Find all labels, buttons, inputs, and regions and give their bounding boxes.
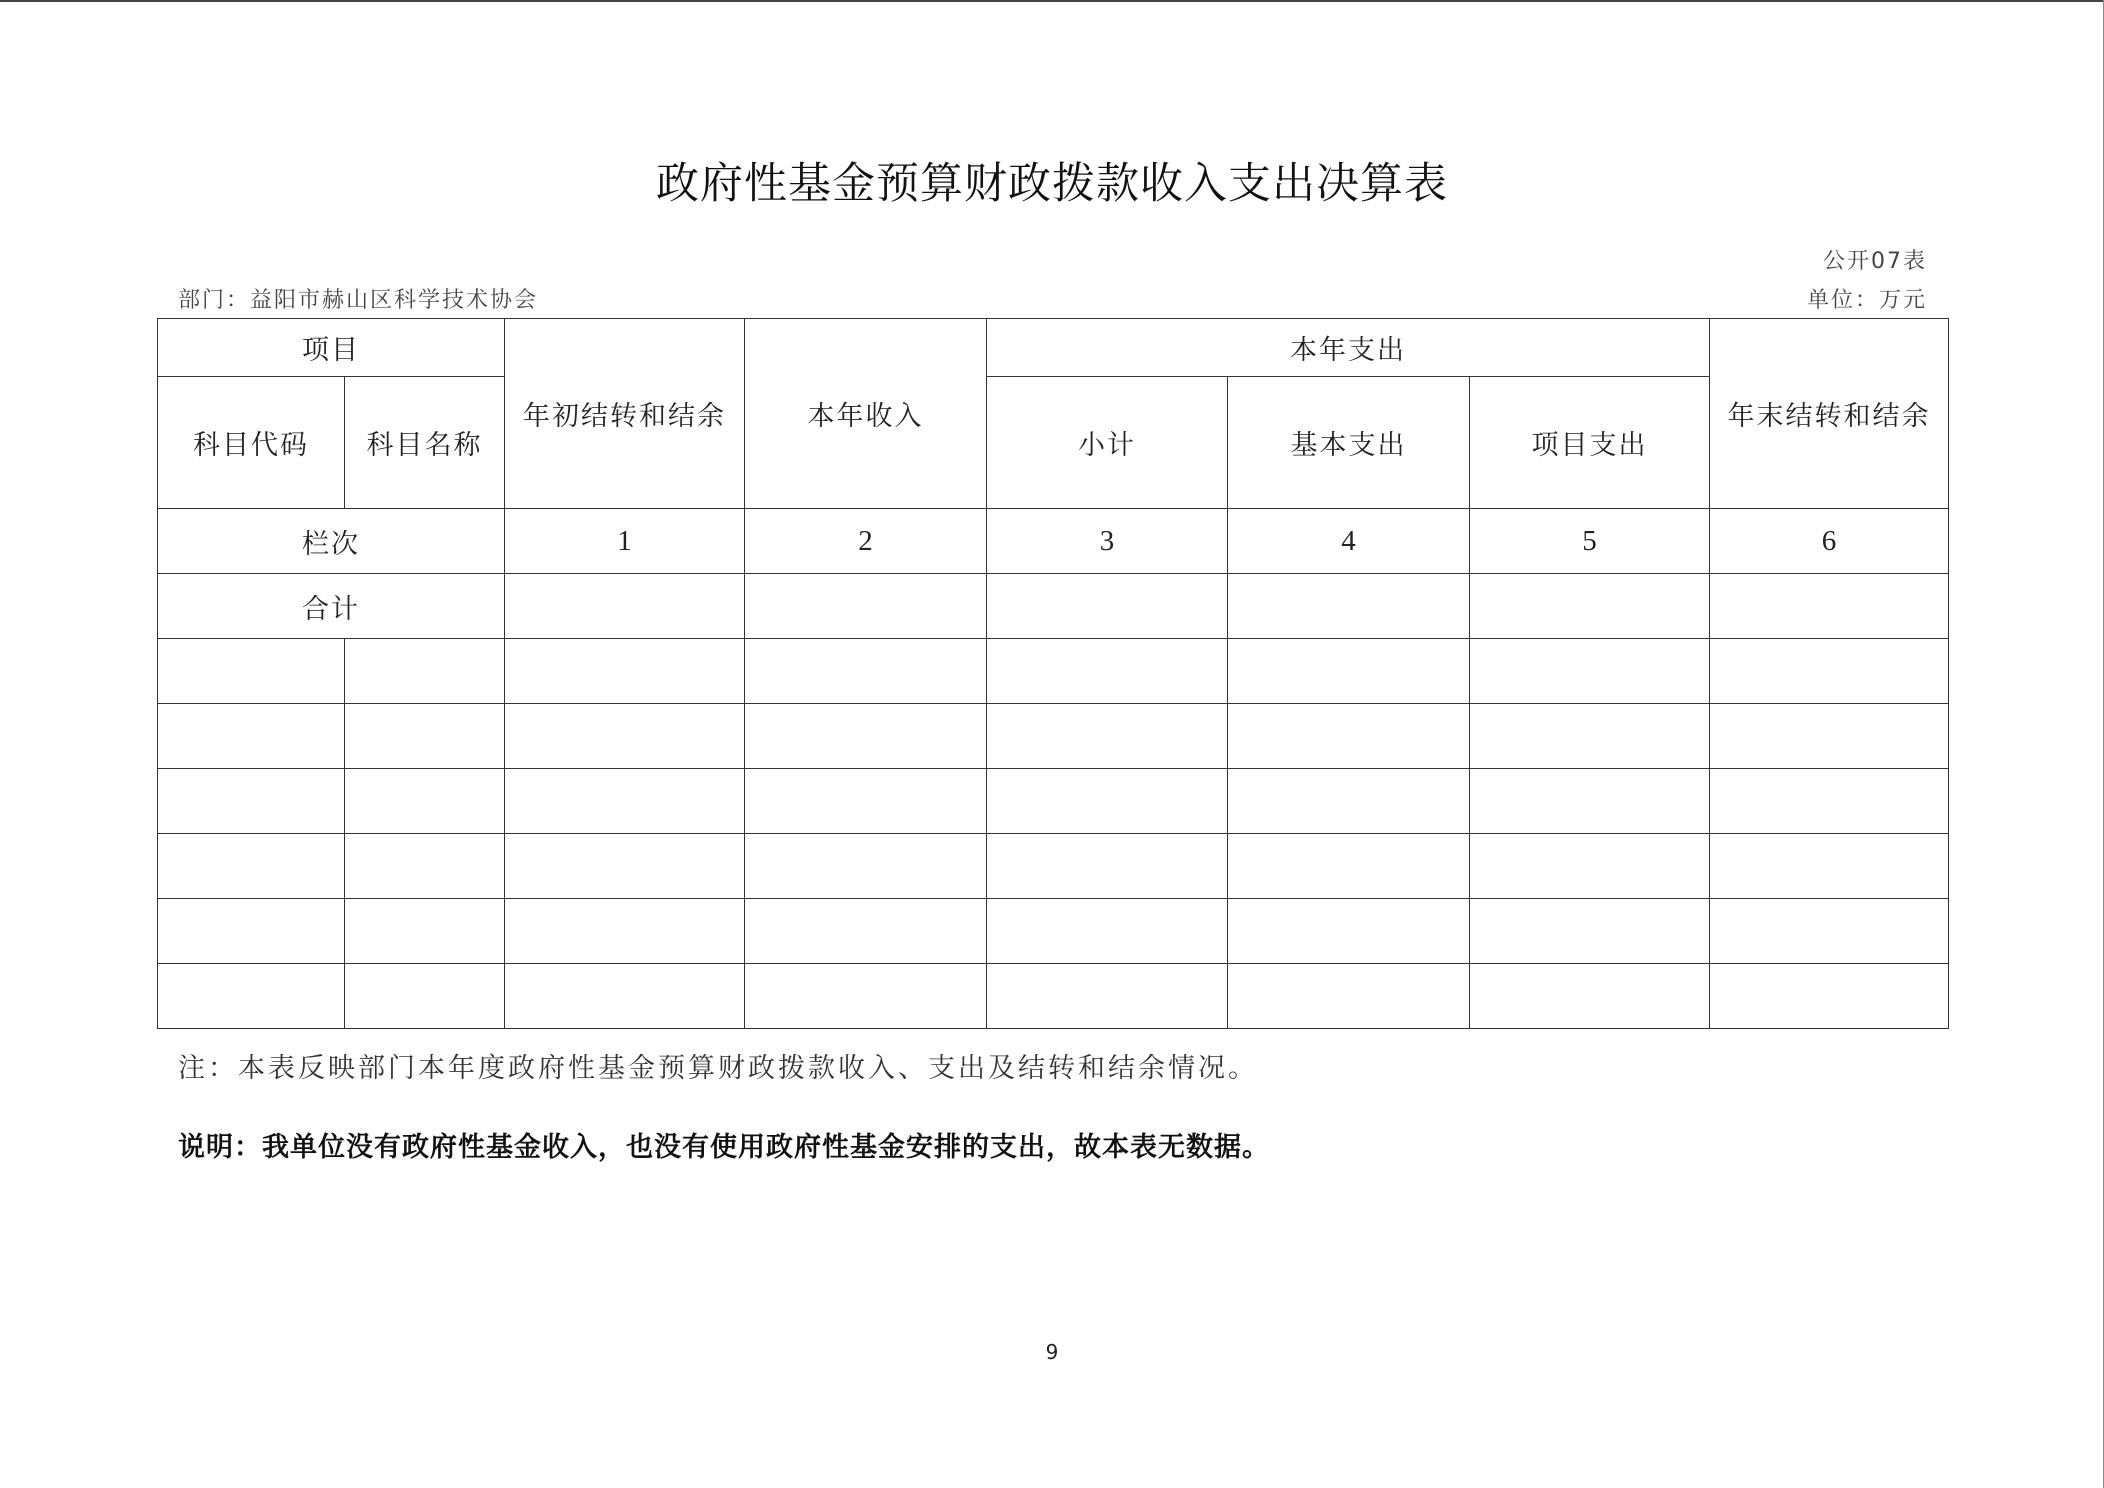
header-row-1 — [158, 319, 1949, 377]
table-cell — [1470, 574, 1710, 639]
table-cell — [158, 964, 345, 1029]
table-cell — [1228, 704, 1470, 769]
column-number-6: 6 — [1710, 509, 1949, 574]
table-cell — [1470, 899, 1710, 964]
department-label: 部门：益阳市赫山区科学技术协会 — [178, 288, 539, 313]
table-cell — [987, 704, 1228, 769]
table-cell — [1470, 769, 1710, 834]
table-row — [158, 639, 1949, 704]
table-note: 注：本表反映部门本年度政府性基金预算财政拨款收入、支出及结转和结余情况。 — [178, 1053, 1258, 1084]
table-cell — [987, 964, 1228, 1029]
table-cell — [745, 834, 987, 899]
table-cell — [505, 769, 745, 834]
table-row — [158, 899, 1949, 964]
unit-label: 单位：万元 — [1806, 288, 1927, 313]
column-number-1: 1 — [505, 509, 745, 574]
table-cell — [745, 769, 987, 834]
header-subject-name: 科目名称 — [345, 377, 505, 509]
table-cell — [1710, 899, 1949, 964]
table-cell — [345, 834, 505, 899]
table-cell — [158, 834, 345, 899]
header-current-expense: 本年支出 — [987, 319, 1710, 377]
header-subject-code: 科目代码 — [158, 377, 345, 509]
table-description: 说明：我单位没有政府性基金收入，也没有使用政府性基金安排的支出，故本表无数据。 — [178, 1132, 1270, 1163]
table-row — [158, 769, 1949, 834]
table-cell — [345, 769, 505, 834]
total-row — [158, 574, 1949, 639]
column-number-label: 栏次 — [158, 509, 505, 574]
table-cell — [745, 964, 987, 1029]
table-cell — [158, 769, 345, 834]
table-cell — [505, 574, 745, 639]
table-cell — [1710, 704, 1949, 769]
table-cell — [505, 639, 745, 704]
table-cell — [1710, 639, 1949, 704]
table-cell — [1710, 964, 1949, 1029]
table-cell — [158, 899, 345, 964]
table-cell — [345, 899, 505, 964]
table-cell — [345, 639, 505, 704]
table-cell — [745, 639, 987, 704]
table-row — [158, 964, 1949, 1029]
table-cell — [345, 704, 505, 769]
page-number: 9 — [1045, 1340, 1059, 1364]
budget-table — [157, 318, 1949, 1029]
table-cell — [987, 639, 1228, 704]
table-cell — [505, 834, 745, 899]
table-row — [158, 704, 1949, 769]
table-cell — [1470, 704, 1710, 769]
table-cell — [745, 899, 987, 964]
column-number-2: 2 — [745, 509, 987, 574]
table-cell — [505, 964, 745, 1029]
table-cell — [1228, 834, 1470, 899]
table-cell — [1710, 769, 1949, 834]
column-number-row — [158, 509, 1949, 574]
table-cell — [505, 899, 745, 964]
table-cell — [987, 574, 1228, 639]
header-row-2 — [158, 377, 1949, 509]
table-cell — [1228, 769, 1470, 834]
header-closing-balance: 年末结转和结余 — [1710, 319, 1949, 509]
table-cell — [1228, 574, 1470, 639]
table-cell — [1470, 639, 1710, 704]
header-current-income: 本年收入 — [745, 319, 987, 509]
table-cell — [1710, 834, 1949, 899]
header-opening-balance: 年初结转和结余 — [505, 319, 745, 509]
table-cell — [987, 899, 1228, 964]
table-cell — [745, 574, 987, 639]
table-cell — [505, 704, 745, 769]
table-cell — [345, 964, 505, 1029]
table-cell — [1470, 964, 1710, 1029]
header-project-expense: 项目支出 — [1470, 377, 1710, 509]
header-basic-expense: 基本支出 — [1228, 377, 1470, 509]
table-number: 公开07表 — [1823, 249, 1927, 274]
page-top-border — [0, 0, 2104, 2]
table-cell — [158, 639, 345, 704]
table-cell — [987, 834, 1228, 899]
header-subtotal: 小计 — [987, 377, 1228, 509]
table-cell — [1228, 639, 1470, 704]
table-cell — [1710, 574, 1949, 639]
table-cell — [987, 769, 1228, 834]
column-number-4: 4 — [1228, 509, 1470, 574]
header-item: 项目 — [158, 319, 505, 377]
table-cell — [1228, 899, 1470, 964]
total-label: 合计 — [158, 574, 505, 639]
column-number-5: 5 — [1470, 509, 1710, 574]
column-number-3: 3 — [987, 509, 1228, 574]
table-cell — [1228, 964, 1470, 1029]
table-cell — [1470, 834, 1710, 899]
page-title: 政府性基金预算财政拨款收入支出决算表 — [656, 159, 1448, 209]
table-row — [158, 834, 1949, 899]
table-cell — [158, 704, 345, 769]
table-cell — [745, 704, 987, 769]
